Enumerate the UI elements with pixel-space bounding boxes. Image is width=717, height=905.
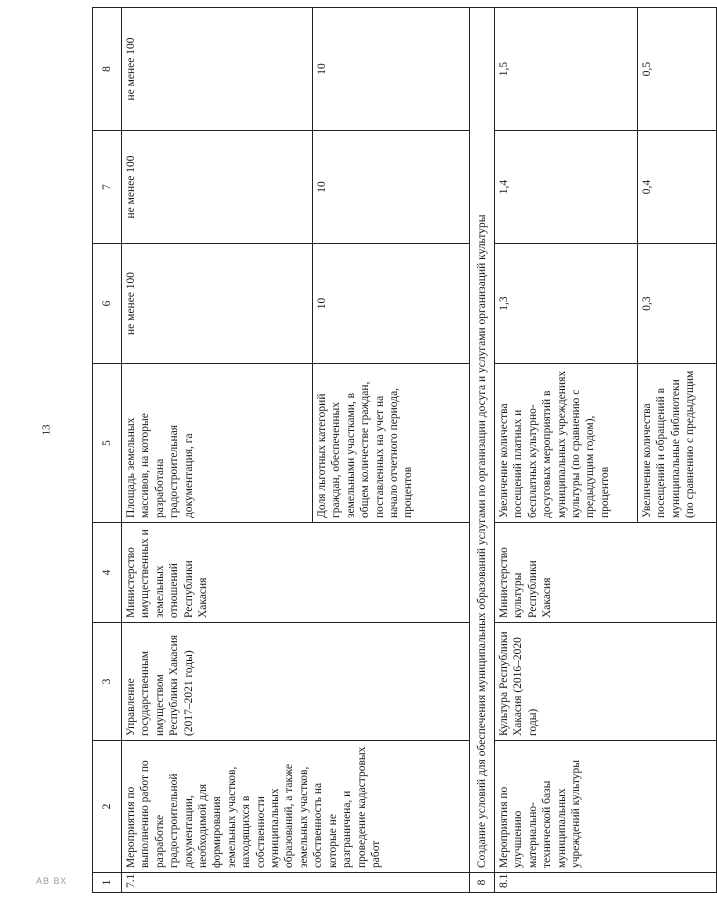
header-cell: 8: [93, 8, 122, 131]
rotated-table-container: [92, 8, 697, 893]
header-cell: 3: [93, 623, 122, 741]
header-cell: 7: [93, 131, 122, 244]
corner-stamp: АВ ВХ: [36, 876, 68, 886]
indicator-name: Площадь земельных массивов, на которые разработана градостроительная документация, га: [122, 364, 313, 523]
header-cell: 2: [93, 741, 122, 873]
section-number: 8: [470, 873, 495, 893]
header-cell: 1: [93, 873, 122, 893]
indicator-value-8: 1,5: [495, 8, 638, 131]
indicator-value-8: 0,5: [638, 8, 717, 131]
activity-cell: Мероприятия по улучшению материально-технической базы муниципальных учреждений культуры: [495, 741, 717, 873]
section-title: Создание условий для обеспечения муниципальных образований услугами по организации досуга и услугами организаций культуры: [470, 8, 495, 873]
table-row-7-1: [122, 8, 313, 893]
indicator-value-7: не менее 100: [122, 131, 313, 244]
indicator-value-7: 0,4: [638, 131, 717, 244]
row-number: 7.1: [122, 873, 470, 893]
indicator-value-7: 10: [313, 131, 470, 244]
indicator-name: Увеличение количества посещений платных и бесплатных культурно-досуговых мероприятий в муниципальных учреждениях культуры (по сравнению с предыдущим годом), процентов: [495, 364, 638, 523]
table-row-8-1: [495, 8, 638, 893]
activity-cell: Мероприятия по выполнению работ по разработке градостроительной документации, необходимой для формирования земельных участков, находящихся в собственности муниципальных образований, а также земельных участков, собственность на которые не разграничена, и проведение кадастровых работ: [122, 741, 470, 873]
indicator-value-6: 10: [313, 244, 470, 364]
program-cell: Управление государственным имуществом Республики Хакасия (2017–2021 годы): [122, 623, 470, 741]
row-number: 8.1: [495, 873, 717, 893]
header-row: [93, 8, 122, 893]
header-cell: 4: [93, 523, 122, 623]
indicator-value-8: не менее 100: [122, 8, 313, 131]
header-cell: 5: [93, 364, 122, 523]
indicators-table: [92, 7, 717, 893]
indicator-value-6: 1,3: [495, 244, 638, 364]
indicator-name: Увеличение количества посещений и обращений в муниципальные библиотеки (по сравнению с предыдущим: [638, 364, 717, 523]
executor-cell: Министерство культуры Республики Хакасия: [495, 523, 717, 623]
header-cell: 6: [93, 244, 122, 364]
indicator-value-7: 1,4: [495, 131, 638, 244]
page-number: 13: [40, 424, 53, 436]
indicator-value-8: 10: [313, 8, 470, 131]
indicator-value-6: 0,3: [638, 244, 717, 364]
section-row-8: [470, 8, 495, 893]
executor-cell: Министерство имущественных и земельных отношений Республики Хакасия: [122, 523, 470, 623]
indicator-name: Доля льготных категорий граждан, обеспеченных земельными участками, в общем количестве граждан, поставленных на учет на начало отчетного периода, процентов: [313, 364, 470, 523]
indicator-value-6: не менее 100: [122, 244, 313, 364]
program-cell: Культура Республики Хакасия (2016–2020 годы): [495, 623, 717, 741]
